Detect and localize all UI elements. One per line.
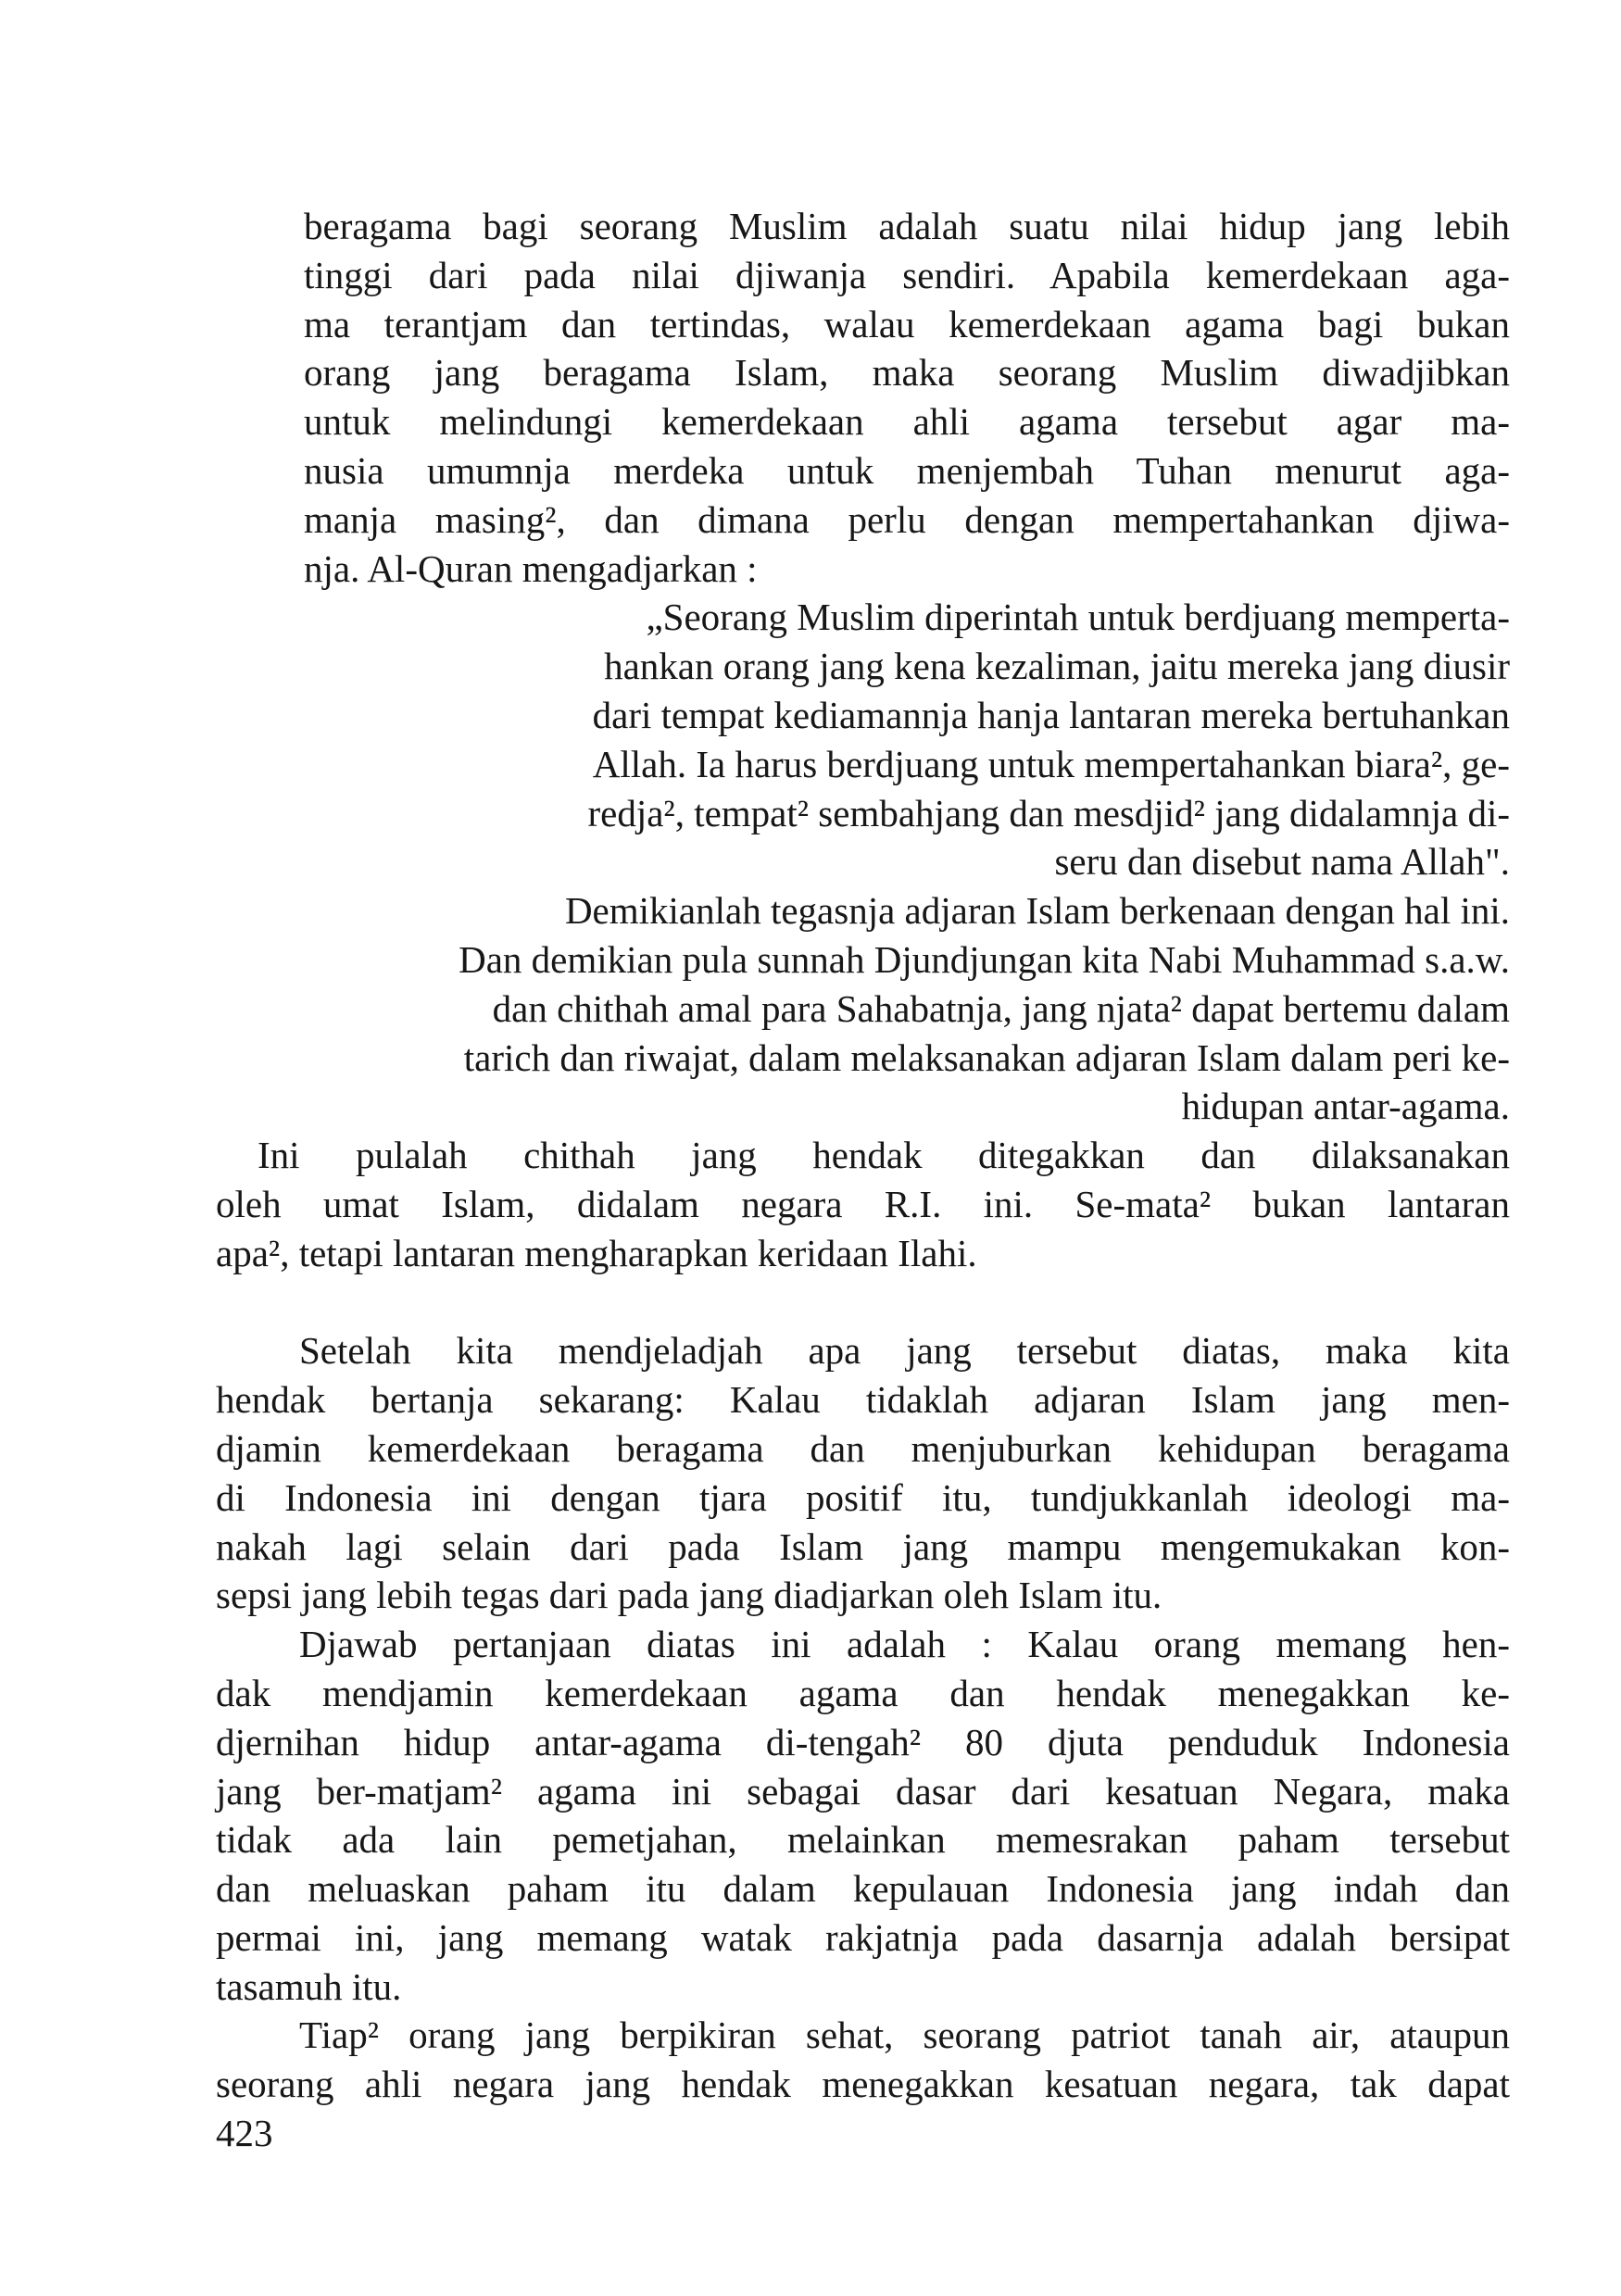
text-line: „Seorang Muslim diperintah untuk berdjuang memperta- xyxy=(646,596,1510,639)
text-line: Ini pulalah chithah jang hendak ditegakkan dan dilaksanakan xyxy=(258,1134,1510,1177)
text-line: sepsi jang lebih tegas dari pada jang diadjarkan oleh Islam itu. xyxy=(216,1574,1162,1617)
opening-paragraph-continuation xyxy=(304,202,1510,593)
text-line: di Indonesia ini dengan tjara positif itu, tundjukkanlah ideologi ma- xyxy=(216,1475,1510,1519)
text-blocks xyxy=(216,202,1510,2109)
quran-quote-block xyxy=(216,593,1510,886)
text-line: djamin kemerdekaan beragama dan menjuburkan kehidupan beragama xyxy=(216,1426,1510,1470)
text-line: untuk melindungi kemerdekaan ahli agama tersebut agar ma- xyxy=(304,400,1510,444)
text-line: nja. Al-Quran mengadjarkan : xyxy=(304,546,758,590)
paragraph-tiap-orang xyxy=(216,2011,1510,2109)
paragraph-djawab-pertanjaan xyxy=(216,1620,1510,2011)
text-line: orang jang beragama Islam, maka seorang Muslim diwadjibkan xyxy=(304,351,1510,395)
text-line: Dan demikian pula sunnah Djundjungan kita Nabi Muhammad s.a.w. xyxy=(459,937,1510,981)
text-line: hendak bertanja sekarang: Kalau tidaklah adjaran Islam jang men- xyxy=(216,1378,1510,1422)
text-line: dak mendjamin kemerdekaan agama dan hendak menegakkan ke- xyxy=(216,1671,1510,1714)
text-line: Demikianlah tegasnja adjaran Islam berkenaan dengan hal ini. xyxy=(564,889,1510,933)
text-line: tasamuh itu. xyxy=(216,1964,402,2008)
text-line: permai ini, jang memang watak rakjatnja pada dasarnja adalah bersipat xyxy=(216,1915,1510,1959)
text-line: Djawab pertanjaan diatas ini adalah : Kalau orang memang hen- xyxy=(299,1623,1510,1666)
paragraph-ini-pulalah xyxy=(216,1131,1510,1277)
text-line: Setelah kita mendjeladjah apa jang tersebut diatas, maka kita xyxy=(299,1329,1510,1373)
text-line: Allah. Ia harus berdjuang untuk mempertahankan biara², ge- xyxy=(592,742,1510,785)
text-line: dan meluaskan paham itu dalam kepulauan Indonesia jang indah dan xyxy=(216,1867,1510,1911)
text-line: dari tempat kediamannja hanja lantaran mereka bertuhankan xyxy=(592,693,1510,736)
text-line: beragama bagi seorang Muslim adalah suatu nilai hidup jang lebih xyxy=(304,205,1510,247)
text-line: seorang ahli negara jang hendak menegakkan kesatuan negara, tak dapat xyxy=(216,2063,1510,2106)
text-line: Tiap² orang jang berpikiran sehat, seorang patriot tanah air, ataupun xyxy=(299,2014,1510,2057)
text-line: tidak ada lain pemetjahan, melainkan memesrakan paham tersebut xyxy=(216,1818,1510,1862)
text-line: djernihan hidup antar-agama di-tengah² 80 djuta penduduk Indonesia xyxy=(216,1720,1510,1763)
text-line: seru dan disebut nama Allah". xyxy=(1054,840,1510,884)
text-line: nakah lagi selain dari pada Islam jang mampu mengemukakan kon- xyxy=(216,1524,1510,1568)
text-area xyxy=(216,202,1510,2158)
text-line: apa², tetapi lantaran mengharapkan keridaan Ilahi. xyxy=(216,1231,977,1274)
text-line: manja masing², dan dimana perlu dengan mempertahankan djiwa- xyxy=(304,497,1510,541)
paragraph-setelah-kita xyxy=(216,1326,1510,1620)
text-line: oleh umat Islam, didalam negara R.I. ini. Se-mata² bukan lantaran xyxy=(216,1182,1510,1225)
text-line: tarich dan riwajat, dalam melaksanakan adjaran Islam dalam peri ke- xyxy=(463,1035,1510,1079)
text-line: nusia umumnja merdeka untuk menjembah Tuhan menurut aga- xyxy=(304,448,1510,492)
blank-line-spacer xyxy=(216,1278,1510,1327)
text-line: dan chithah amal para Sahabatnja, jang njata² dapat bertemu dalam xyxy=(492,986,1510,1030)
text-line: ma terantjam dan tertindas, walau kemerdekaan agama bagi bukan xyxy=(304,302,1510,345)
text-line: tinggi dari pada nilai djiwanja sendiri. Apabila kemerdekaan aga- xyxy=(304,253,1510,296)
text-line: hankan orang jang kena kezaliman, jaitu mereka jang diusir xyxy=(604,645,1510,688)
page-number: 423 xyxy=(216,2112,273,2155)
quote-commentary-block xyxy=(216,886,1510,1131)
text-line: redja², tempat² sembahjang dan mesdjid² jang didalamnja di- xyxy=(587,791,1510,834)
text-line: hidupan antar-agama. xyxy=(1181,1085,1510,1128)
text-line: jang ber-matjam² agama ini sebagai dasar dari kesatuan Negara, maka xyxy=(216,1769,1510,1813)
